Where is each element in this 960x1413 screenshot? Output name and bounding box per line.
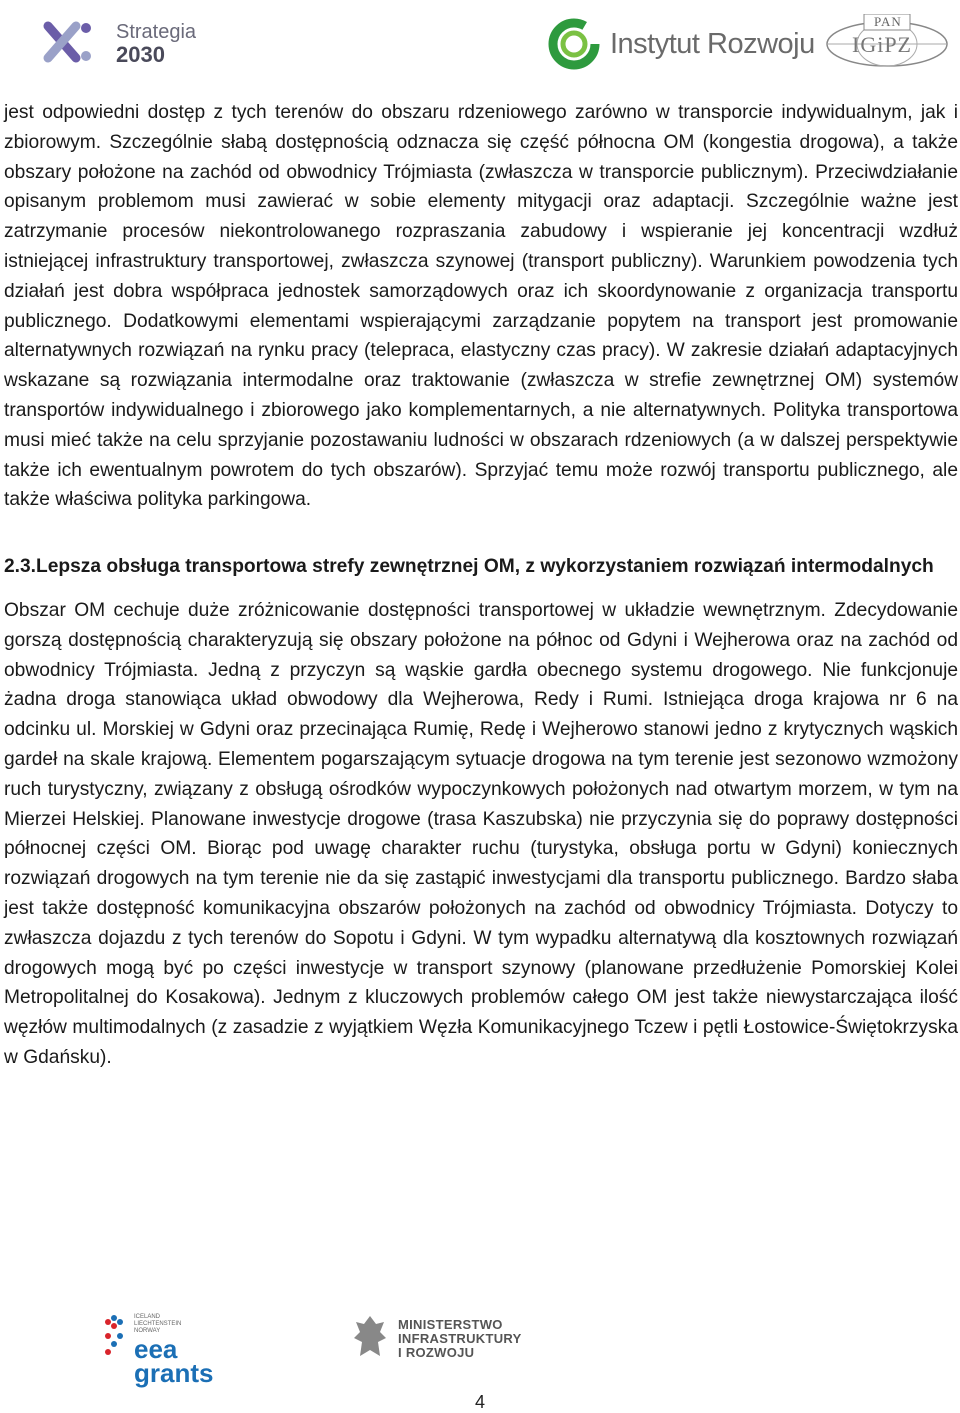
- page-footer: [0, 1290, 960, 1413]
- instytut-ring-icon: [548, 18, 602, 70]
- ministry-logo: [350, 1312, 550, 1372]
- pan-label: IGiPZ: [852, 32, 912, 57]
- eea-grants-logo: [100, 1314, 220, 1388]
- eea-small-text: ICELAND LIECHTENSTEIN NORWAY: [134, 1314, 182, 1334]
- page-number: 4: [474, 1392, 485, 1412]
- pan-igipz-logo: [822, 14, 952, 70]
- section-title: Lepsza obsługa transportowa strefy zewnętrznej OM, z wykorzystaniem rozwiązań intermodalnych: [36, 556, 934, 578]
- eea-word1: eea: [134, 1334, 178, 1364]
- ministry-line1: MINISTERSTWO: [398, 1317, 503, 1332]
- paragraph-1: jest odpowiedni dostęp z tych terenów do obszaru rdzeniowego zarówno w transporcie indywidualnym, jak i zbiorowym. Szczególnie słabą dostępnością odznacza się część północna OM (kongestia drogowa), a także obszary położone na zachód od obwodnicy Trójmiasta (zwłaszcza w transporcie publicznym). Przeciwdziałanie opisanym problemom musi zawierać w sobie elementy mitygacji oraz adaptacji. Szczególnie ważne jest zatrzymanie procesów niekontrolowanego rozpraszania zabudowy i wspieranie jej koncentracji wzdłuż istniejącej infrastruktury transportowej, zwłaszcza szynowej (transport publiczny). Warunkiem powodzenia tych działań jest dobra współpraca jednostek samorządowych oraz ich skoordynowanie z organizacja transportu publicznego. Dodatkowymi elementami wspierającymi zarządzanie popytem na transport jest promowanie alternatywnych rozwiązań na rynku pracy (telepraca, elastyczny czas pracy). W zakresie działań adaptacyjnych wskazane są rozwiązania intermodalne oraz traktowanie (zwłaszcza w strefie zewnętrznej OM) systemów transportów indywidualnego i zbiorowego jako komplementarnych, a nie alternatywnych. Polityka transportowa musi mieć także na celu sprzyjanie pozostawaniu ludności w obszarach rdzeniowych (a w dalszej perspektywie także ich ewentualnym powrotem do tych obszarów). Sprzyjać temu może rozwój transportu publicznego, ale także właściwa polityka parkingowa.: [4, 102, 958, 511]
- eea-word2: grants: [134, 1358, 214, 1388]
- paragraph-2: Obszar OM cechuje duże zróżnicowanie dostępności transportowej w układzie wewnętrznym. Zdecydowanie gorszą dostępnością charakteryzują się obszary położone na północ od Gdyni i Wejherowa oraz na zachód od obwodnicy Trójmiasta. Jedną z przyczyn są wąskie gardła obecnego systemu drogowego. Nie funkcjonuje żadna droga stanowiąca układ obwodowy dla Wejherowa, Redy i Rumi. Istniejąca droga krajowa nr 6 na odcinku ul. Morskiej w Gdyni oraz przecinająca Rumię, Redę i Wejherowo stanowi jedno z krytycznych wąskich gardeł na skale krajową. Elementem pogarszającym sytuacje drogowa na tym terenie jest sezonowo wzmożony ruch turystyczny, związany z obsługą ośrodków wypoczynkowych położonych nad otwartym morzem, w tym na Mierzei Helskiej. Planowane inwestycje drogowe (trasa Kaszubska) nie przyczynia się do poprawy dostępności północnej części OM. Biorąc pod uwagę charakter ruchu (turystyka, obsługa portu w Gdyni) koniecznych rozwiązań drogowych na tym terenie nie da się zastąpić inwestycjami dla transportu publicznego. Bardzo słaba jest także dostępność komunikacyjna obszarów położonych na zachód od obwodnicy Trójmiasta. Dotyczy to zwłaszcza dojazdu z tych terenów do Sopotu i Gdyni. W tym wypadku alternatywą dla kosztownych rozwiązań drogowych mogą być po części inwestycje w transport szynowy (planowane przedłużenie Pomorskiej Kolei Metropolitalnej do Kosakowa). Jednym z kluczowych problemów całego OM jest także niewystarczająca ilość węzłów multimodalnych (z zasadzie z wyjątkiem Węzła Komunikacyjnego Tczew i pętli Łostowice-Świętokrzyska w Gdańsku).: [4, 599, 958, 1068]
- instytut-label: Instytut Rozwoju: [610, 27, 815, 60]
- strategia-2030-logo: [36, 14, 196, 74]
- document-body: [4, 98, 958, 1073]
- ministry-line2: INFRASTRUKTURY: [398, 1331, 522, 1346]
- instytut-rozwoju-logo: [548, 18, 815, 70]
- page-header: [0, 0, 960, 90]
- strategia-line2: 2030: [116, 42, 165, 67]
- strategia-line1: Strategia: [116, 21, 197, 43]
- section-heading: [4, 552, 958, 582]
- ministry-line3: I ROZWOJU: [398, 1345, 475, 1360]
- ministry-text: [398, 1318, 522, 1360]
- pan-top-label: PAN: [874, 14, 902, 29]
- section-number: 2.3.: [4, 556, 37, 578]
- strategia-cross-icon: [36, 14, 114, 74]
- polish-eagle-icon: [350, 1312, 390, 1366]
